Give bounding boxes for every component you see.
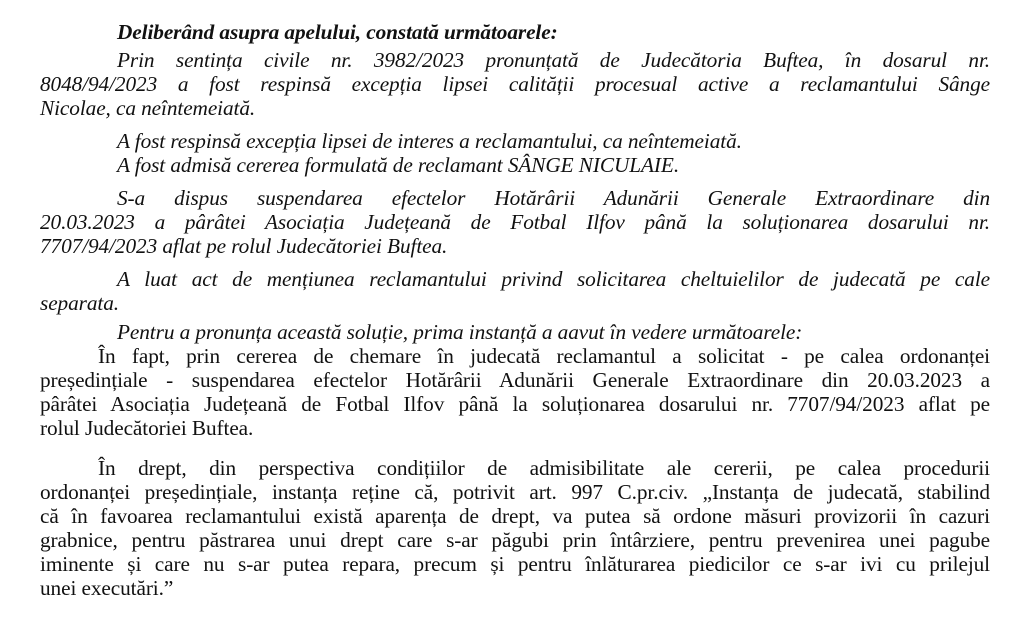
paragraph-line: În drept, din perspectiva condițiilor de admisibilitate ale cererii, pe calea procedurii (98, 456, 990, 480)
paragraph-line: 7707/94/2023 aflat pe rolul Judecătoriei Buftea. (40, 234, 448, 258)
paragraph-line: grabnice, pentru păstrarea unui drept care s-ar păgubi prin întârziere, pentru prevenirea unei pagube (40, 528, 990, 552)
paragraph-line: A luat act de mențiunea reclamantului privind solicitarea cheltuielilor de judecată pe cale (117, 267, 990, 291)
paragraph-line: ordonanței președințiale, instanța reține că, potrivit art. 997 C.pr.civ. „Instanța de judecată, stabilind (40, 480, 990, 504)
paragraph-line: A fost admisă cererea formulată de reclamant SÂNGE NICULAIE. (117, 153, 680, 177)
paragraph-line: pârâtei Asociația Județeană de Fotbal Ilfov până la soluționarea dosarului nr. 7707/94/2023 aflat pe (40, 392, 990, 416)
paragraph-line: separata. (40, 291, 119, 315)
paragraph-line: Prin sentința civile nr. 3982/2023 pronunțată de Judecătoria Buftea, în dosarul nr. (117, 48, 990, 72)
paragraph-line: că în favoarea reclamantului există aparența de drept, va putea să ordone măsuri provizorii în cazuri (40, 504, 990, 528)
paragraph-line: iminente și care nu s-ar putea repara, precum și pentru înlăturarea piedicilor ce s-ar ivi cu prilejul (40, 552, 990, 576)
paragraph-line: Nicolae, ca neîntemeiată. (40, 96, 256, 120)
paragraph-line: rolul Judecătoriei Buftea. (40, 416, 254, 440)
paragraph-line: 20.03.2023 a pârâtei Asociația Județeană de Fotbal Ilfov până la soluționarea dosarului nr. (40, 210, 990, 234)
paragraph-line: S-a dispus suspendarea efectelor Hotărârii Adunării Generale Extraordinare din (117, 186, 990, 210)
paragraph-line: Pentru a pronunța această soluție, prima instanță a aavut în vedere următoarele: (117, 320, 803, 344)
paragraph-line: În fapt, prin cererea de chemare în judecată reclamantul a solicitat - pe calea ordonanței (98, 344, 990, 368)
section-heading: Deliberând asupra apelului, constată următoarele: (117, 20, 558, 44)
paragraph-line: președințiale - suspendarea efectelor Hotărârii Adunării Generale Extraordinare din 20.03.2023 a (40, 368, 990, 392)
paragraph-line: A fost respinsă excepția lipsei de interes a reclamantului, ca neîntemeiată. (117, 129, 742, 153)
paragraph-line: 8048/94/2023 a fost respinsă excepția lipsei calității procesual active a reclamantului Sânge (40, 72, 990, 96)
paragraph-line: unei executări.” (40, 576, 174, 600)
